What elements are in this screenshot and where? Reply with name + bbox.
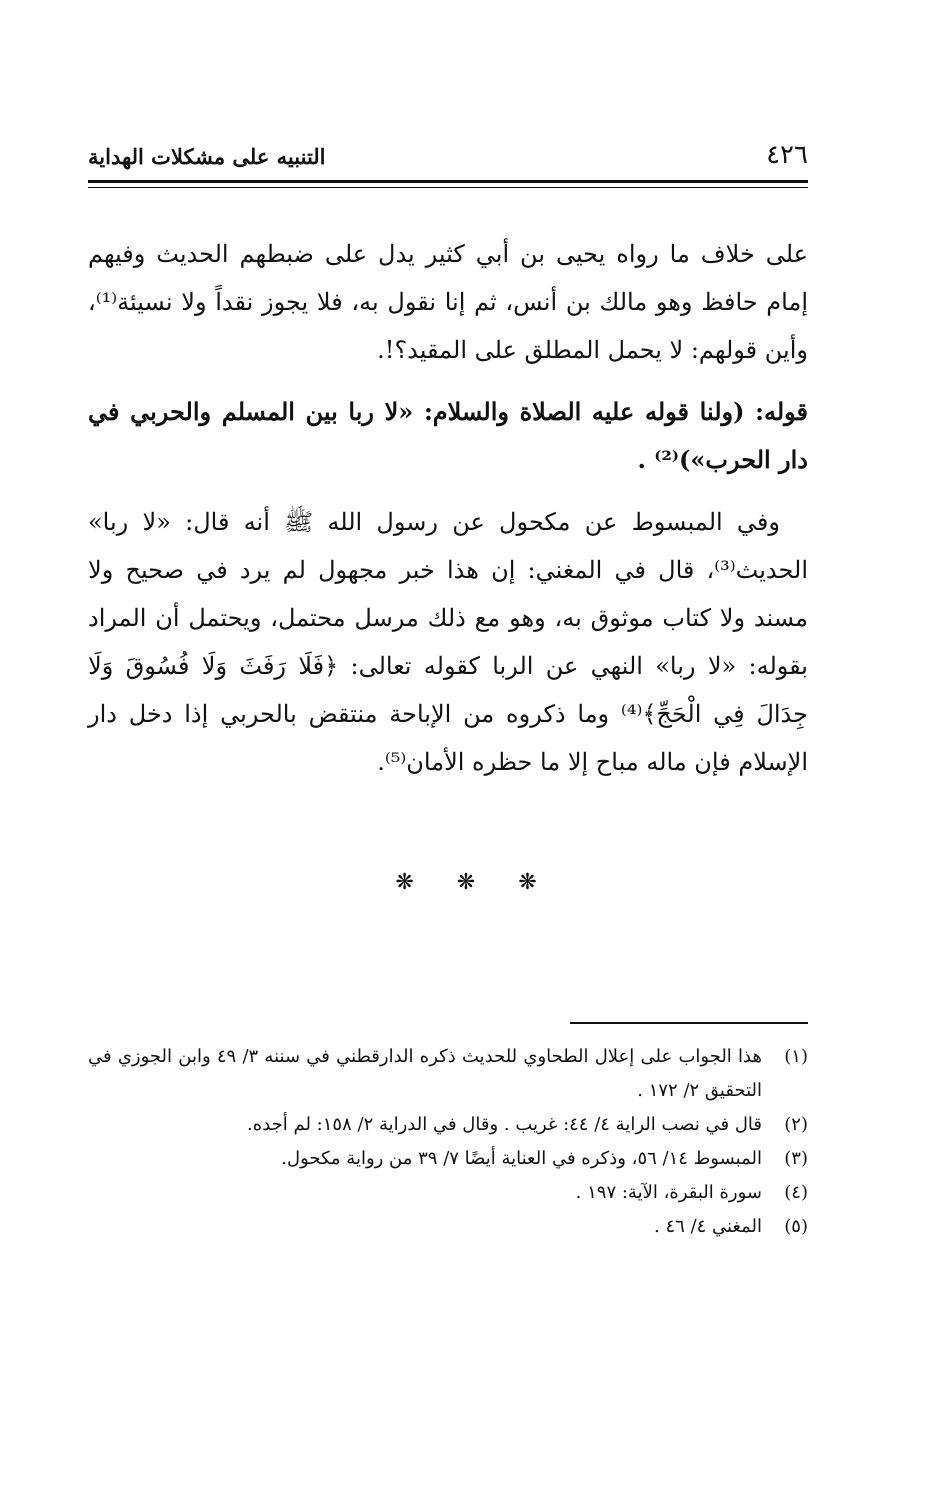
paragraph-2-quote: قوله: (ولنا قوله عليه الصلاة والسلام: «لا ربا بين المسلم والحربي في دار الحرب»)⁽²⁾ .	[88, 397, 808, 474]
running-title: التنبيه على مشكلات الهداية	[88, 144, 326, 169]
footnote-number: (١)	[784, 1046, 808, 1067]
footnote-text: سورة البقرة، الآية: ١٩٧ .	[575, 1182, 762, 1203]
footnote-3	[88, 1142, 808, 1176]
page-header	[88, 140, 808, 176]
header-rule-thin	[88, 187, 808, 188]
footnote-number: (٥)	[784, 1216, 808, 1237]
footnote-number: (٤)	[784, 1182, 808, 1203]
footnote-text: هذا الجواب على إعلال الطحاوي للحديث ذكره الدارقطني في سننه ٣/ ٤٩ وابن الجوزي في التحقيق ٢/ ١٧٢ .	[88, 1046, 762, 1101]
paragraph-1: على خلاف ما رواه يحيى بن أبي كثير يدل على ضبطهم الحديث وفيهم إمام حافظ وهو مالك بن أنس، ثم إنا نقول به، فلا يجوز نقداً ولا نسيئة⁽¹⁾، وأين قولهم: لا يحمل المطلق على المقيد؟!.	[88, 240, 808, 364]
main-text	[88, 230, 808, 786]
footnote-number: (٣)	[784, 1148, 808, 1169]
footnote-4	[88, 1176, 808, 1210]
footnote-5	[88, 1210, 808, 1244]
footnote-1	[88, 1040, 808, 1108]
footnotes	[88, 1040, 808, 1244]
paragraph-3: وفي المبسوط عن مكحول عن رسول الله ﷺ أنه قال: «لا ربا» الحديث⁽³⁾، قال في المغني: إن هذا خبر مجهول لم يرد في صحيح ولا مسند ولا كتاب موثوق به، وهو مع ذلك مرسل محتمل، ويحتمل أن المراد بقوله: «لا ربا» النهي عن الربا كقوله تعالى: ﴿فَلَا رَفَثَ وَلَا فُسُوقَ وَلَا جِدَالَ فِي الْحَجِّ﴾⁽⁴⁾ وما ذكروه من الإباحة منتقض بالحربي إذا دخل دار الإسلام فإن ماله مباح إلا ما حظره الأمان⁽⁵⁾.	[88, 508, 808, 776]
footnote-rule	[570, 1022, 808, 1024]
footnote-text: المغني ٤/ ٤٦ .	[654, 1216, 762, 1237]
footnote-text: قال في نصب الراية ٤/ ٤٤: غريب . وقال في الدراية ٢/ ١٥٨: لم أجده.	[247, 1114, 762, 1135]
header-rule-thick	[88, 180, 808, 183]
footnote-number: (٢)	[784, 1114, 808, 1135]
footnote-text: المبسوط ١٤/ ٥٦، وذكره في العناية أيضًا ٧/ ٣٩ من رواية مكحول.	[281, 1148, 762, 1169]
footnote-2	[88, 1108, 808, 1142]
page-number: ٤٢٦	[766, 140, 808, 170]
section-separator: ❋ ❋ ❋	[395, 870, 555, 895]
